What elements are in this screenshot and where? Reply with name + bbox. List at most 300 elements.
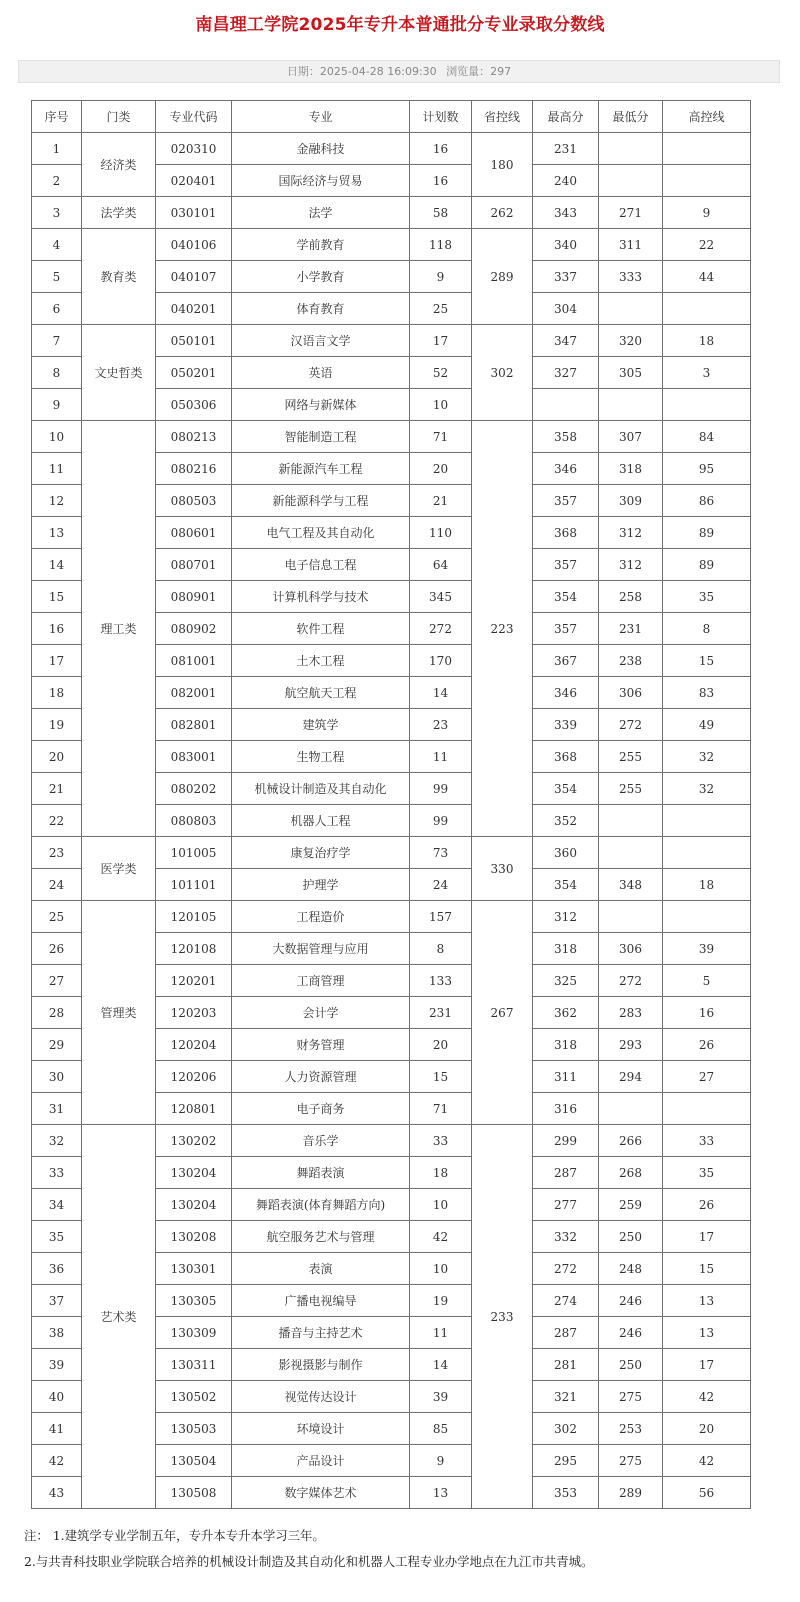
header-cell: 计划数 — [410, 101, 472, 133]
page-title: 南昌理工学院2025年专升本普通批分专业录取分数线 — [195, 15, 605, 35]
row-number-cell: 19 — [32, 709, 82, 741]
max-score-cell: 354 — [533, 869, 599, 901]
plan-count-cell: 19 — [410, 1285, 472, 1317]
above-line-cell: 33 — [663, 1125, 751, 1157]
major-code-cell: 080701 — [156, 549, 232, 581]
max-score-cell: 360 — [533, 837, 599, 869]
major-code-cell: 040106 — [156, 229, 232, 261]
major-name-cell: 广播电视编导 — [232, 1285, 410, 1317]
major-code-cell: 083001 — [156, 741, 232, 773]
row-number-cell: 16 — [32, 613, 82, 645]
max-score-cell: 368 — [533, 741, 599, 773]
plan-count-cell: 8 — [410, 933, 472, 965]
row-number-cell: 20 — [32, 741, 82, 773]
row-number-cell: 4 — [32, 229, 82, 261]
notes — [24, 1523, 794, 1575]
max-score-cell: 337 — [533, 261, 599, 293]
max-score-cell: 339 — [533, 709, 599, 741]
plan-count-cell: 10 — [410, 1253, 472, 1285]
row-number-cell: 37 — [32, 1285, 82, 1317]
above-line-cell: 44 — [663, 261, 751, 293]
max-score-cell: 272 — [533, 1253, 599, 1285]
plan-count-cell: 21 — [410, 485, 472, 517]
view-count: 浏览量：297 — [446, 65, 512, 78]
major-name-cell: 新能源汽车工程 — [232, 453, 410, 485]
major-name-cell: 产品设计 — [232, 1445, 410, 1477]
max-score-cell: 321 — [533, 1381, 599, 1413]
provincial-line-cell: 330 — [472, 837, 533, 901]
above-line-cell: 22 — [663, 229, 751, 261]
row-number-cell: 13 — [32, 517, 82, 549]
row-number-cell: 7 — [32, 325, 82, 357]
row-number-cell: 5 — [32, 261, 82, 293]
major-name-cell: 电气工程及其自动化 — [232, 517, 410, 549]
max-score-cell: 357 — [533, 549, 599, 581]
max-score-cell: 347 — [533, 325, 599, 357]
plan-count-cell: 25 — [410, 293, 472, 325]
min-score-cell: 272 — [599, 965, 663, 997]
major-name-cell: 软件工程 — [232, 613, 410, 645]
row-number-cell: 21 — [32, 773, 82, 805]
major-name-cell: 工商管理 — [232, 965, 410, 997]
max-score-cell: 318 — [533, 933, 599, 965]
major-name-cell: 金融科技 — [232, 133, 410, 165]
row-number-cell: 1 — [32, 133, 82, 165]
major-name-cell: 人力资源管理 — [232, 1061, 410, 1093]
above-line-cell: 32 — [663, 773, 751, 805]
major-name-cell: 播音与主持艺术 — [232, 1317, 410, 1349]
plan-count-cell: 33 — [410, 1125, 472, 1157]
max-score-cell: 362 — [533, 997, 599, 1029]
min-score-cell — [599, 133, 663, 165]
plan-count-cell: 71 — [410, 421, 472, 453]
plan-count-cell: 71 — [410, 1093, 472, 1125]
major-name-cell: 表演 — [232, 1253, 410, 1285]
major-code-cell: 040107 — [156, 261, 232, 293]
max-score-cell: 368 — [533, 517, 599, 549]
major-code-cell: 120206 — [156, 1061, 232, 1093]
plan-count-cell: 85 — [410, 1413, 472, 1445]
min-score-cell: 255 — [599, 741, 663, 773]
above-line-cell: 20 — [663, 1413, 751, 1445]
min-score-cell — [599, 901, 663, 933]
row-number-cell: 41 — [32, 1413, 82, 1445]
major-code-cell: 130202 — [156, 1125, 232, 1157]
table-row — [32, 325, 751, 357]
min-score-cell: 266 — [599, 1125, 663, 1157]
above-line-cell: 89 — [663, 517, 751, 549]
major-code-cell: 120203 — [156, 997, 232, 1029]
note-text: 1.建筑学专业学制五年，专升本专升本学习三年。 — [52, 1528, 325, 1543]
row-number-cell: 6 — [32, 293, 82, 325]
major-code-cell: 080213 — [156, 421, 232, 453]
max-score-cell: 346 — [533, 453, 599, 485]
above-line-cell: 13 — [663, 1317, 751, 1349]
major-code-cell: 130309 — [156, 1317, 232, 1349]
plan-count-cell: 15 — [410, 1061, 472, 1093]
above-line-cell: 15 — [663, 1253, 751, 1285]
major-name-cell: 法学 — [232, 197, 410, 229]
major-name-cell: 音乐学 — [232, 1125, 410, 1157]
row-number-cell: 36 — [32, 1253, 82, 1285]
above-line-cell — [663, 837, 751, 869]
min-score-cell: 294 — [599, 1061, 663, 1093]
max-score-cell: 353 — [533, 1477, 599, 1509]
min-score-cell: 255 — [599, 773, 663, 805]
major-name-cell: 护理学 — [232, 869, 410, 901]
plan-count-cell: 10 — [410, 1189, 472, 1221]
plan-count-cell: 345 — [410, 581, 472, 613]
min-score-cell: 253 — [599, 1413, 663, 1445]
provincial-line-cell: 223 — [472, 421, 533, 837]
min-score-cell: 318 — [599, 453, 663, 485]
max-score-cell: 295 — [533, 1445, 599, 1477]
max-score-cell: 358 — [533, 421, 599, 453]
max-score-cell: 299 — [533, 1125, 599, 1157]
min-score-cell: 246 — [599, 1317, 663, 1349]
above-line-cell: 9 — [663, 197, 751, 229]
table-body — [32, 133, 751, 1509]
min-score-cell — [599, 165, 663, 197]
major-name-cell: 数字媒体艺术 — [232, 1477, 410, 1509]
row-number-cell: 14 — [32, 549, 82, 581]
max-score-cell: 240 — [533, 165, 599, 197]
row-number-cell: 29 — [32, 1029, 82, 1061]
major-code-cell: 050101 — [156, 325, 232, 357]
row-number-cell: 15 — [32, 581, 82, 613]
max-score-cell: 357 — [533, 485, 599, 517]
major-code-cell: 080503 — [156, 485, 232, 517]
above-line-cell: 27 — [663, 1061, 751, 1093]
major-code-cell: 050306 — [156, 389, 232, 421]
min-score-cell: 271 — [599, 197, 663, 229]
above-line-cell: 13 — [663, 1285, 751, 1317]
header-cell: 最高分 — [533, 101, 599, 133]
plan-count-cell: 157 — [410, 901, 472, 933]
max-score-cell: 357 — [533, 613, 599, 645]
max-score-cell: 318 — [533, 1029, 599, 1061]
row-number-cell: 28 — [32, 997, 82, 1029]
article-meta — [18, 60, 780, 83]
note-line — [24, 1523, 794, 1549]
row-number-cell: 11 — [32, 453, 82, 485]
plan-count-cell: 9 — [410, 1445, 472, 1477]
min-score-cell — [599, 805, 663, 837]
major-name-cell: 智能制造工程 — [232, 421, 410, 453]
plan-count-cell: 9 — [410, 261, 472, 293]
table-row — [32, 901, 751, 933]
above-line-cell: 18 — [663, 325, 751, 357]
above-line-cell: 86 — [663, 485, 751, 517]
major-name-cell: 航空航天工程 — [232, 677, 410, 709]
major-code-cell: 080902 — [156, 613, 232, 645]
major-code-cell: 101101 — [156, 869, 232, 901]
row-number-cell: 2 — [32, 165, 82, 197]
plan-count-cell: 99 — [410, 805, 472, 837]
min-score-cell: 309 — [599, 485, 663, 517]
above-line-cell: 35 — [663, 581, 751, 613]
major-name-cell: 电子商务 — [232, 1093, 410, 1125]
category-cell: 法学类 — [82, 197, 156, 229]
plan-count-cell: 16 — [410, 165, 472, 197]
min-score-cell: 307 — [599, 421, 663, 453]
major-name-cell: 机械设计制造及其自动化 — [232, 773, 410, 805]
above-line-cell: 49 — [663, 709, 751, 741]
plan-count-cell: 23 — [410, 709, 472, 741]
provincial-line-cell: 180 — [472, 133, 533, 197]
table-header-row — [32, 101, 751, 133]
row-number-cell: 39 — [32, 1349, 82, 1381]
header-cell: 高控线 — [663, 101, 751, 133]
row-number-cell: 10 — [32, 421, 82, 453]
min-score-cell: 306 — [599, 933, 663, 965]
major-name-cell: 财务管理 — [232, 1029, 410, 1061]
above-line-cell: 18 — [663, 869, 751, 901]
max-score-cell: 304 — [533, 293, 599, 325]
plan-count-cell: 14 — [410, 1349, 472, 1381]
major-code-cell: 081001 — [156, 645, 232, 677]
major-name-cell: 环境设计 — [232, 1413, 410, 1445]
major-name-cell: 航空服务艺术与管理 — [232, 1221, 410, 1253]
max-score-cell: 346 — [533, 677, 599, 709]
above-line-cell — [663, 1093, 751, 1125]
major-name-cell: 网络与新媒体 — [232, 389, 410, 421]
major-code-cell: 130208 — [156, 1221, 232, 1253]
above-line-cell — [663, 133, 751, 165]
above-line-cell: 8 — [663, 613, 751, 645]
min-score-cell: 320 — [599, 325, 663, 357]
min-score-cell: 275 — [599, 1381, 663, 1413]
provincial-line-cell: 233 — [472, 1125, 533, 1509]
header-cell: 专业代码 — [156, 101, 232, 133]
row-number-cell: 8 — [32, 357, 82, 389]
category-cell: 管理类 — [82, 901, 156, 1125]
max-score-cell: 354 — [533, 581, 599, 613]
major-code-cell: 082001 — [156, 677, 232, 709]
major-code-cell: 130204 — [156, 1189, 232, 1221]
provincial-line-cell: 262 — [472, 197, 533, 229]
category-cell: 理工类 — [82, 421, 156, 837]
max-score-cell: 231 — [533, 133, 599, 165]
max-score-cell: 311 — [533, 1061, 599, 1093]
max-score-cell: 312 — [533, 901, 599, 933]
row-number-cell: 42 — [32, 1445, 82, 1477]
min-score-cell: 258 — [599, 581, 663, 613]
min-score-cell: 283 — [599, 997, 663, 1029]
plan-count-cell: 170 — [410, 645, 472, 677]
table-row — [32, 197, 751, 229]
above-line-cell — [663, 165, 751, 197]
row-number-cell: 17 — [32, 645, 82, 677]
provincial-line-cell: 289 — [472, 229, 533, 325]
plan-count-cell: 17 — [410, 325, 472, 357]
above-line-cell: 39 — [663, 933, 751, 965]
max-score-cell: 352 — [533, 805, 599, 837]
row-number-cell: 12 — [32, 485, 82, 517]
above-line-cell: 3 — [663, 357, 751, 389]
row-number-cell: 9 — [32, 389, 82, 421]
major-code-cell: 120201 — [156, 965, 232, 997]
category-cell: 文史哲类 — [82, 325, 156, 421]
category-cell: 经济类 — [82, 133, 156, 197]
publish-date: 日期：2025-04-28 16:09:30 — [286, 65, 437, 78]
major-name-cell: 舞蹈表演 — [232, 1157, 410, 1189]
major-name-cell: 电子信息工程 — [232, 549, 410, 581]
plan-count-cell: 11 — [410, 1317, 472, 1349]
row-number-cell: 30 — [32, 1061, 82, 1093]
min-score-cell: 259 — [599, 1189, 663, 1221]
major-name-cell: 计算机科学与技术 — [232, 581, 410, 613]
min-score-cell: 289 — [599, 1477, 663, 1509]
plan-count-cell: 13 — [410, 1477, 472, 1509]
category-cell: 医学类 — [82, 837, 156, 901]
plan-count-cell: 14 — [410, 677, 472, 709]
min-score-cell: 231 — [599, 613, 663, 645]
above-line-cell — [663, 901, 751, 933]
major-name-cell: 视觉传达设计 — [232, 1381, 410, 1413]
above-line-cell: 35 — [663, 1157, 751, 1189]
row-number-cell: 38 — [32, 1317, 82, 1349]
major-code-cell: 120204 — [156, 1029, 232, 1061]
major-code-cell: 130301 — [156, 1253, 232, 1285]
table-row — [32, 1125, 751, 1157]
above-line-cell: 89 — [663, 549, 751, 581]
above-line-cell: 83 — [663, 677, 751, 709]
row-number-cell: 3 — [32, 197, 82, 229]
major-code-cell: 101005 — [156, 837, 232, 869]
major-code-cell: 050201 — [156, 357, 232, 389]
plan-count-cell: 20 — [410, 1029, 472, 1061]
plan-count-cell: 10 — [410, 389, 472, 421]
plan-count-cell: 272 — [410, 613, 472, 645]
max-score-cell: 302 — [533, 1413, 599, 1445]
row-number-cell: 35 — [32, 1221, 82, 1253]
row-number-cell: 23 — [32, 837, 82, 869]
major-name-cell: 英语 — [232, 357, 410, 389]
max-score-cell: 325 — [533, 965, 599, 997]
major-name-cell: 康复治疗学 — [232, 837, 410, 869]
row-number-cell: 31 — [32, 1093, 82, 1125]
major-name-cell: 学前教育 — [232, 229, 410, 261]
min-score-cell: 306 — [599, 677, 663, 709]
max-score-cell: 367 — [533, 645, 599, 677]
major-name-cell: 会计学 — [232, 997, 410, 1029]
major-name-cell: 大数据管理与应用 — [232, 933, 410, 965]
min-score-cell: 248 — [599, 1253, 663, 1285]
major-code-cell: 030101 — [156, 197, 232, 229]
row-number-cell: 32 — [32, 1125, 82, 1157]
min-score-cell: 272 — [599, 709, 663, 741]
row-number-cell: 22 — [32, 805, 82, 837]
plan-count-cell: 18 — [410, 1157, 472, 1189]
major-name-cell: 新能源科学与工程 — [232, 485, 410, 517]
header-cell: 专业 — [232, 101, 410, 133]
admission-score-table — [31, 100, 751, 1509]
table-row — [32, 421, 751, 453]
above-line-cell: 42 — [663, 1381, 751, 1413]
header-cell: 省控线 — [472, 101, 533, 133]
min-score-cell: 238 — [599, 645, 663, 677]
above-line-cell: 16 — [663, 997, 751, 1029]
major-code-cell: 020310 — [156, 133, 232, 165]
major-name-cell: 小学教育 — [232, 261, 410, 293]
header-cell: 序号 — [32, 101, 82, 133]
major-name-cell: 建筑学 — [232, 709, 410, 741]
header-cell: 门类 — [82, 101, 156, 133]
major-name-cell: 舞蹈表演(体育舞蹈方向) — [232, 1189, 410, 1221]
min-score-cell — [599, 837, 663, 869]
header-cell: 最低分 — [599, 101, 663, 133]
major-name-cell: 影视摄影与制作 — [232, 1349, 410, 1381]
major-code-cell: 130502 — [156, 1381, 232, 1413]
min-score-cell — [599, 1093, 663, 1125]
plan-count-cell: 231 — [410, 997, 472, 1029]
above-line-cell: 5 — [663, 965, 751, 997]
min-score-cell: 305 — [599, 357, 663, 389]
min-score-cell: 333 — [599, 261, 663, 293]
max-score-cell: 340 — [533, 229, 599, 261]
max-score-cell: 277 — [533, 1189, 599, 1221]
plan-count-cell: 118 — [410, 229, 472, 261]
major-name-cell: 土木工程 — [232, 645, 410, 677]
major-code-cell: 120105 — [156, 901, 232, 933]
major-name-cell: 工程造价 — [232, 901, 410, 933]
note-text: 2.与共青科技职业学院联合培养的机械设计制造及其自动化和机器人工程专业办学地点在九江市共青城。 — [24, 1554, 594, 1569]
major-code-cell: 082801 — [156, 709, 232, 741]
max-score-cell: 287 — [533, 1317, 599, 1349]
row-number-cell: 26 — [32, 933, 82, 965]
min-score-cell: 268 — [599, 1157, 663, 1189]
major-name-cell: 生物工程 — [232, 741, 410, 773]
max-score-cell: 316 — [533, 1093, 599, 1125]
min-score-cell: 312 — [599, 517, 663, 549]
plan-count-cell: 39 — [410, 1381, 472, 1413]
min-score-cell: 311 — [599, 229, 663, 261]
min-score-cell: 348 — [599, 869, 663, 901]
table-row — [32, 837, 751, 869]
row-number-cell: 25 — [32, 901, 82, 933]
row-number-cell: 40 — [32, 1381, 82, 1413]
major-code-cell: 130503 — [156, 1413, 232, 1445]
min-score-cell: 312 — [599, 549, 663, 581]
major-code-cell: 040201 — [156, 293, 232, 325]
above-line-cell: 42 — [663, 1445, 751, 1477]
major-code-cell: 130504 — [156, 1445, 232, 1477]
plan-count-cell: 42 — [410, 1221, 472, 1253]
above-line-cell: 56 — [663, 1477, 751, 1509]
min-score-cell: 250 — [599, 1349, 663, 1381]
major-code-cell: 120108 — [156, 933, 232, 965]
max-score-cell: 327 — [533, 357, 599, 389]
above-line-cell — [663, 805, 751, 837]
row-number-cell: 43 — [32, 1477, 82, 1509]
row-number-cell: 34 — [32, 1189, 82, 1221]
max-score-cell: 287 — [533, 1157, 599, 1189]
table-row — [32, 133, 751, 165]
major-name-cell: 机器人工程 — [232, 805, 410, 837]
above-line-cell: 17 — [663, 1221, 751, 1253]
provincial-line-cell: 302 — [472, 325, 533, 421]
row-number-cell: 27 — [32, 965, 82, 997]
max-score-cell: 281 — [533, 1349, 599, 1381]
max-score-cell: 354 — [533, 773, 599, 805]
major-code-cell: 020401 — [156, 165, 232, 197]
table-row — [32, 229, 751, 261]
plan-count-cell: 20 — [410, 453, 472, 485]
row-number-cell: 18 — [32, 677, 82, 709]
plan-count-cell: 11 — [410, 741, 472, 773]
major-name-cell: 汉语言文学 — [232, 325, 410, 357]
